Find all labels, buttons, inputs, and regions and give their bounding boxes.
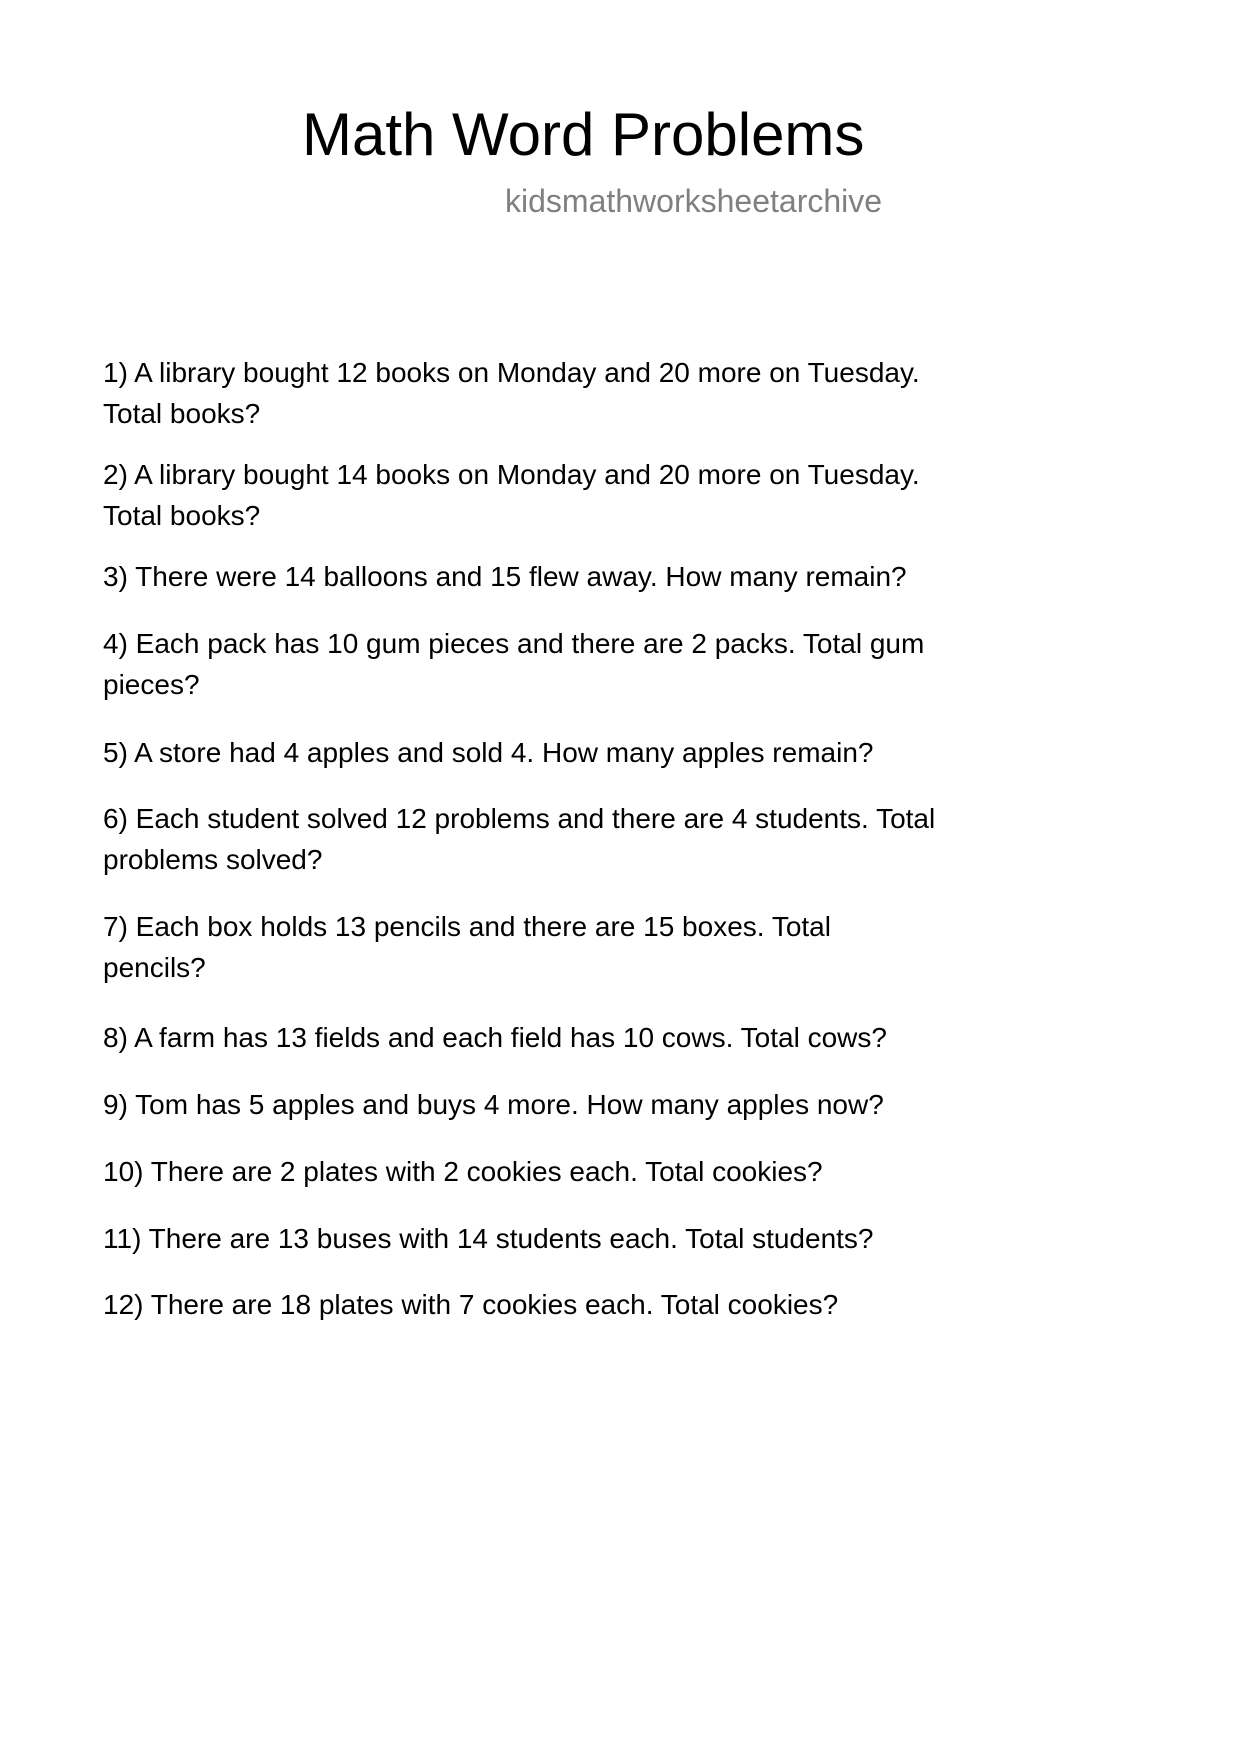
problem-12	[103, 1284, 838, 1325]
problem-1	[103, 352, 920, 434]
problem-4	[103, 623, 924, 705]
problem-11	[103, 1218, 874, 1259]
problem-9	[103, 1084, 884, 1125]
problem-line: 9) Tom has 5 apples and buys 4 more. How many apples now?	[103, 1089, 884, 1120]
problem-line: 6) Each student solved 12 problems and there are 4 students. Total	[103, 803, 936, 834]
problem-line: 12) There are 18 plates with 7 cookies each. Total cookies?	[103, 1289, 839, 1320]
problem-line: problems solved?	[103, 844, 323, 875]
page-title: Math Word Problems	[302, 101, 865, 168]
problem-line: 10) There are 2 plates with 2 cookies each. Total cookies?	[103, 1156, 823, 1187]
problem-line: pencils?	[103, 952, 206, 983]
problem-line: 11) There are 13 buses with 14 students each. Total students?	[103, 1223, 874, 1254]
problem-5	[103, 732, 873, 773]
problem-line: 1) A library bought 12 books on Monday and 20 more on Tuesday.	[103, 357, 920, 388]
problem-line: 5) A store had 4 apples and sold 4. How many apples remain?	[103, 737, 874, 768]
problem-6	[103, 798, 935, 880]
problem-8	[103, 1017, 887, 1058]
problem-line: 8) A farm has 13 fields and each field has 10 cows. Total cows?	[103, 1022, 887, 1053]
problem-line: 3) There were 14 balloons and 15 flew away. How many remain?	[103, 561, 907, 592]
problem-line: Total books?	[103, 500, 261, 531]
problem-line: pieces?	[103, 669, 200, 700]
page-subtitle: kidsmathworksheetarchive	[505, 183, 883, 219]
problem-line: 4) Each pack has 10 gum pieces and there are 2 packs. Total gum	[103, 628, 925, 659]
problem-2	[103, 454, 920, 536]
problem-line: 2) A library bought 14 books on Monday and 20 more on Tuesday.	[103, 459, 920, 490]
problem-10	[103, 1151, 823, 1192]
problem-line: 7) Each box holds 13 pencils and there are 15 boxes. Total	[103, 911, 831, 942]
problem-7	[103, 906, 831, 988]
problem-line: Total books?	[103, 398, 261, 429]
problem-3	[103, 556, 907, 597]
